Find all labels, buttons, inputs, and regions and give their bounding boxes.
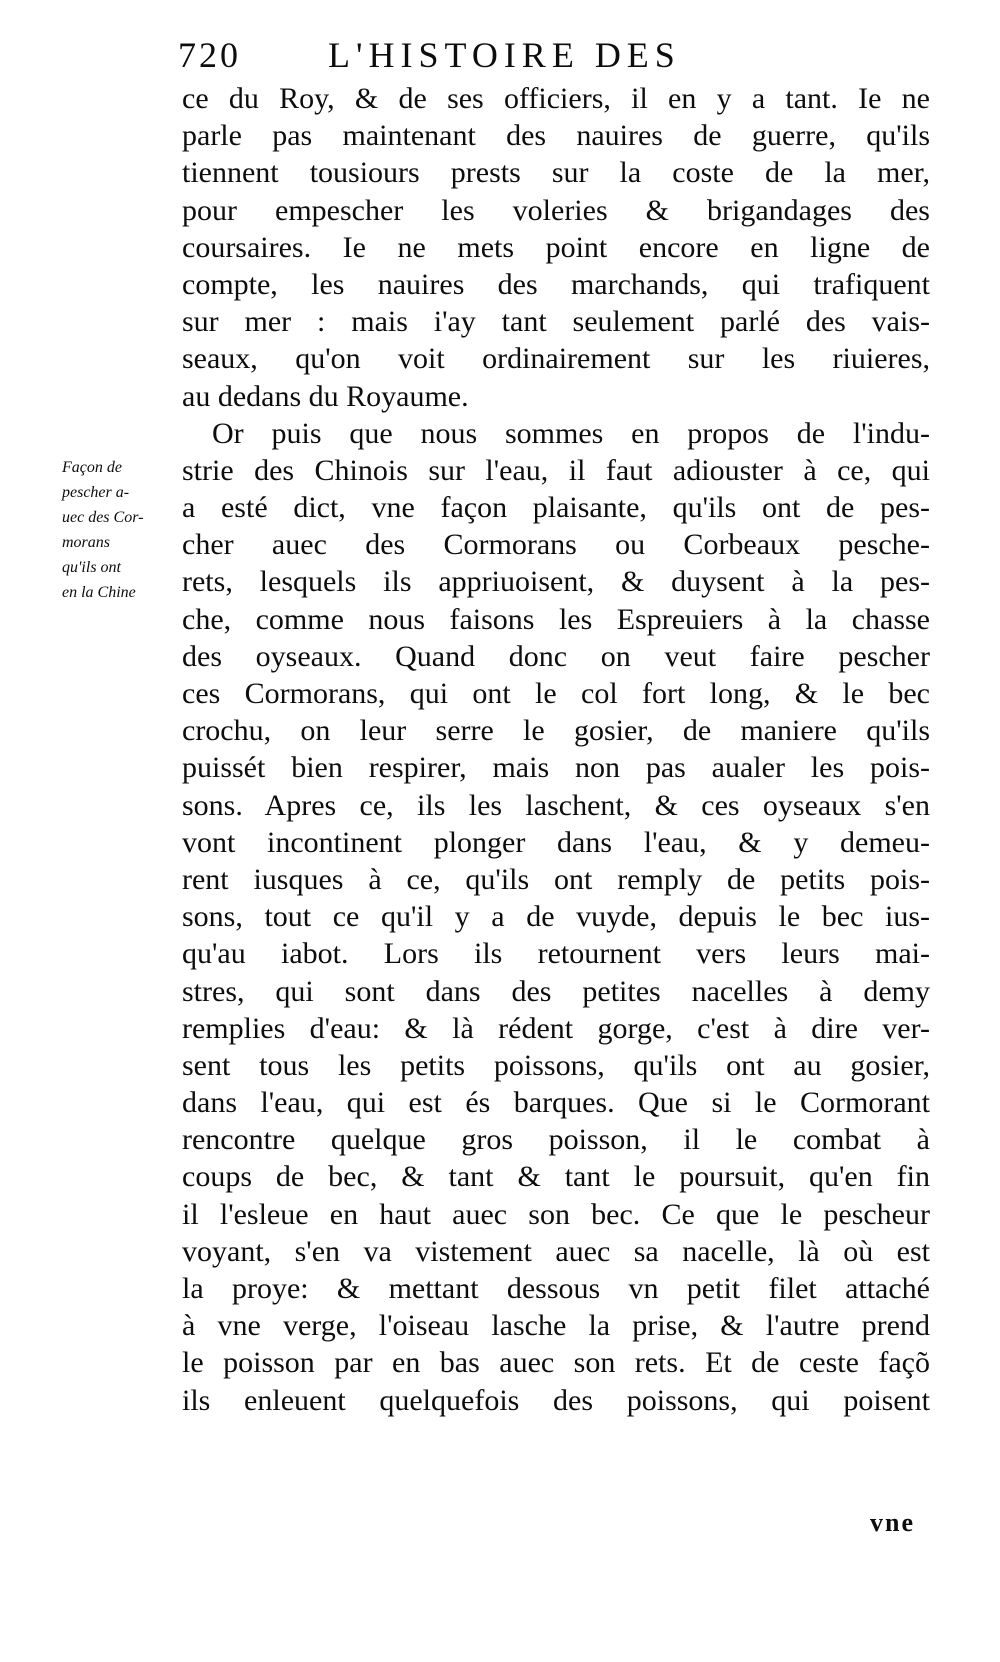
text-line: coups de bec, & tant & tant le poursuit, qu'en fin: [182, 1160, 930, 1194]
text-line: Or puis que nous sommes en propos de l'indu-: [212, 416, 930, 450]
margin-note-line: uec des Cor-: [62, 509, 144, 526]
margin-note-line: pescher a-: [62, 484, 130, 501]
text-line: parle pas maintenant des nauires de guerre, qu'ils: [182, 119, 930, 153]
text-line: à vne verge, l'oiseau lasche la prise, & l'autre prend: [182, 1309, 930, 1343]
text-line: rencontre quelque gros poisson, il le combat à: [182, 1123, 930, 1157]
text-line: puissét bien respirer, mais non pas aualer les pois-: [182, 751, 930, 785]
text-line: remplies d'eau: & là rédent gorge, c'est à dire ver-: [182, 1011, 930, 1045]
text-line: compte, les nauires des marchands, qui trafiquent: [182, 267, 930, 301]
body-text: [182, 80, 930, 1419]
text-line: il l'esleue en haut auec son bec. Ce que le pescheur: [182, 1197, 930, 1231]
running-title: L'HISTOIRE DES: [328, 35, 681, 75]
text-line: qu'au iabot. Lors ils retournent vers leurs mai-: [182, 937, 930, 971]
text-line: la proye: & mettant dessous vn petit filet attaché: [182, 1272, 930, 1305]
text-line: dans l'eau, qui est és barques. Que si le Cormorant: [182, 1086, 930, 1120]
text-line: ces Cormorans, qui ont le col fort long, & le bec: [182, 677, 930, 710]
text-line: rent iusques à ce, qu'ils ont remply de petits pois-: [182, 862, 930, 896]
text-line: seaux, qu'on voit ordinairement sur les riuieres,: [182, 342, 930, 376]
text-line: stres, qui sont dans des petites nacelles à demy: [182, 974, 930, 1008]
margin-note-line: en la Chine: [62, 584, 136, 601]
text-line: pour empescher les voleries & brigandages des: [182, 193, 930, 227]
text-line: a esté dict, vne façon plaisante, qu'ils ont de pes-: [182, 491, 930, 525]
text-line: tiennent tousiours prests sur la coste de la mer,: [182, 156, 930, 190]
catchword: vne: [870, 1508, 915, 1537]
text-line: sent tous les petits poissons, qu'ils ont au gosier,: [182, 1048, 930, 1082]
text-line: ce du Roy, & de ses officiers, il en y a tant. Ie ne: [182, 82, 930, 115]
margin-note-line: morans: [62, 534, 111, 551]
text-line: crochu, on leur serre le gosier, de maniere qu'ils: [182, 714, 930, 748]
text-line: sons. Apres ce, ils les laschent, & ces oyseaux s'en: [182, 788, 930, 822]
text-line: coursaires. Ie ne mets point encore en ligne de: [182, 230, 930, 264]
page-header: [178, 30, 918, 80]
text-line: che, comme nous faisons les Espreuiers à la chasse: [182, 602, 930, 636]
text-line: des oyseaux. Quand donc on veut faire pescher: [182, 639, 930, 673]
margin-note: [62, 455, 177, 605]
text-line: sons, tout ce qu'il y a de vuyde, depuis le bec ius-: [182, 900, 930, 934]
text-line: voyant, s'en va vistement auec sa nacelle, là où est: [182, 1234, 930, 1268]
text-line: ils enleuent quelquefois des poissons, qui poisent: [182, 1383, 930, 1417]
page-number: 720: [178, 35, 241, 75]
text-line: rets, lesquels ils appriuoisent, & duysent à la pes-: [182, 565, 930, 599]
text-line: le poisson par en bas auec son rets. Et de ceste façõ: [182, 1346, 930, 1380]
text-line: strie des Chinois sur l'eau, il faut adiouster à ce, qui: [182, 453, 930, 487]
text-line: au dedans du Royaume.: [182, 379, 469, 413]
text-line: vont incontinent plonger dans l'eau, & y demeu-: [182, 825, 930, 859]
text-line: sur mer : mais i'ay tant seulement parlé des vais-: [182, 305, 930, 339]
margin-note-line: qu'ils ont: [62, 559, 121, 576]
margin-note-line: Façon de: [62, 459, 122, 476]
text-line: cher auec des Cormorans ou Corbeaux pesche-: [182, 528, 930, 562]
